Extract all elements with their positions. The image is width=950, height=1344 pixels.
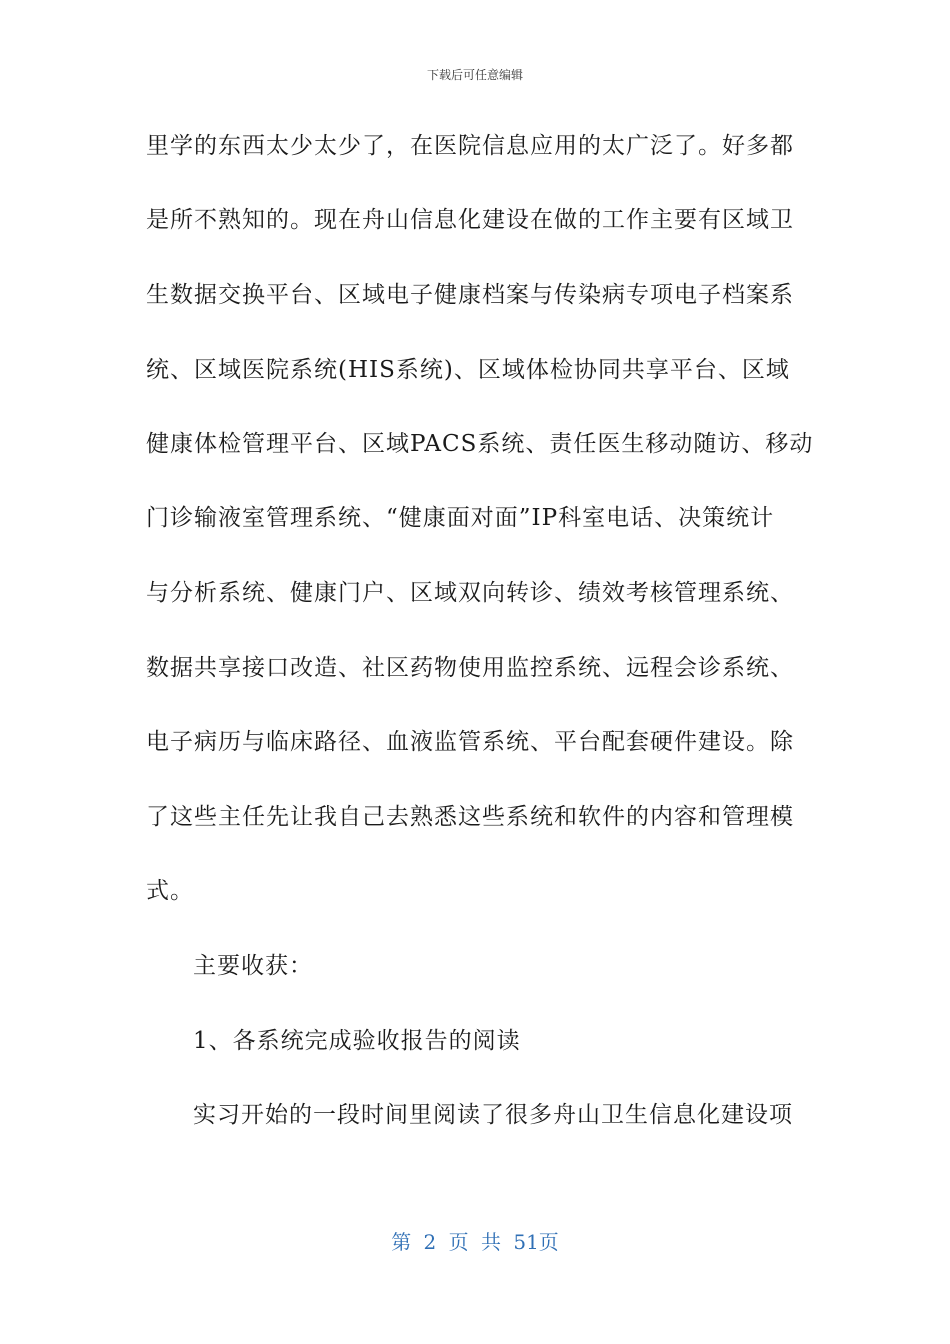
body-text-line: 与分析系统、健康门户、区域双向转诊、绩效考核管理系统、 bbox=[146, 580, 794, 606]
body-text-line: 是所不熟知的。现在舟山信息化建设在做的工作主要有区域卫 bbox=[146, 207, 794, 233]
item-heading: 1、各系统完成验收报告的阅读 bbox=[193, 1028, 521, 1054]
body-text-line: 生数据交换平台、区域电子健康档案与传染病专项电子档案系 bbox=[146, 282, 794, 308]
paragraph-start-line: 实习开始的一段时间里阅读了很多舟山卫生信息化建设项 bbox=[193, 1102, 793, 1128]
body-text-line: 式。 bbox=[146, 878, 194, 904]
page-footer: 第 2 页 共 51页 bbox=[391, 1230, 559, 1254]
body-text-line: 数据共享接口改造、社区药物使用监控系统、远程会诊系统、 bbox=[146, 655, 794, 681]
body-text-line: 里学的东西太少太少了，在医院信息应用的太广泛了。好多都 bbox=[146, 133, 794, 159]
page-header: 下载后可任意编辑 bbox=[426, 68, 523, 82]
body-text-line: 统、区域医院系统(HIS系统)、区域体检协同共享平台、区域 bbox=[146, 357, 790, 383]
body-text-line: 门诊输液室管理系统、“健康面对面”IP科室电话、决策统计 bbox=[146, 505, 775, 531]
body-text-line: 了这些主任先让我自己去熟悉这些系统和软件的内容和管理模 bbox=[146, 804, 794, 830]
body-text-line: 健康体检管理平台、区域PACS系统、责任医生移动随访、移动 bbox=[146, 431, 814, 457]
body-text-line: 电子病历与临床路径、血液监管系统、平台配套硬件建设。除 bbox=[146, 729, 794, 755]
section-heading: 主要收获： bbox=[193, 953, 313, 979]
